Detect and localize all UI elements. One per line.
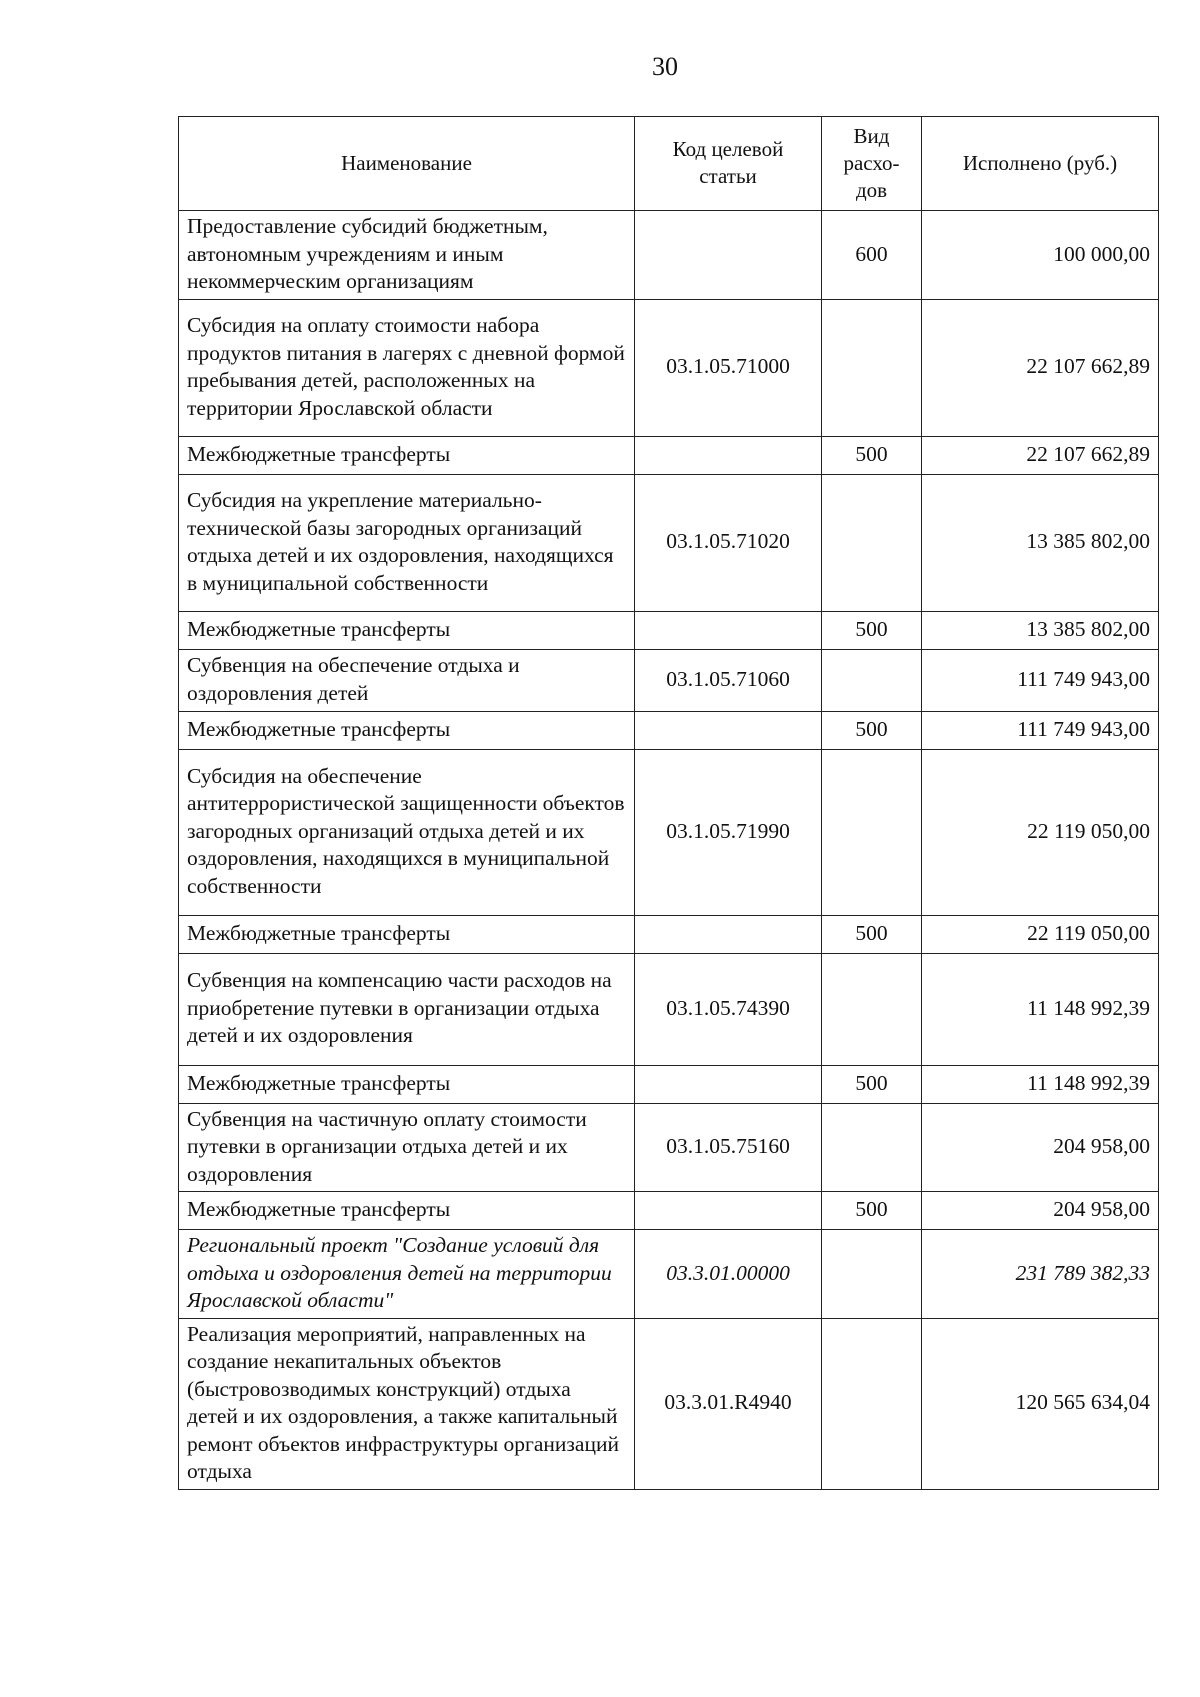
- row-type-cell: 500: [822, 915, 922, 953]
- row-type-cell: [822, 1103, 922, 1192]
- row-type-cell: 600: [822, 211, 922, 300]
- row-type-cell: [822, 1230, 922, 1319]
- row-type-cell: [822, 474, 922, 611]
- row-amount-cell: 11 148 992,39: [922, 953, 1159, 1065]
- row-name-cell: Предоставление субсидий бюджетным, автономным учреждениям и иным некоммерческим организациям: [179, 211, 635, 300]
- row-code-cell: 03.1.05.71020: [635, 474, 822, 611]
- row-code-cell: [635, 611, 822, 649]
- row-amount-cell: 11 148 992,39: [922, 1065, 1159, 1103]
- table-row: [179, 299, 1159, 436]
- row-code-cell: [635, 1065, 822, 1103]
- row-type-cell: [822, 299, 922, 436]
- table-row: [179, 1192, 1159, 1230]
- table-row: [179, 436, 1159, 474]
- table-header-row: [179, 117, 1159, 211]
- row-name-cell: Межбюджетные трансферты: [179, 711, 635, 749]
- row-amount-cell: 120 565 634,04: [922, 1318, 1159, 1489]
- row-amount-cell: 111 749 943,00: [922, 711, 1159, 749]
- row-name-cell: Субвенция на обеспечение отдыха и оздоровления детей: [179, 649, 635, 711]
- table-row: [179, 1230, 1159, 1319]
- table-row: [179, 953, 1159, 1065]
- row-code-cell: [635, 915, 822, 953]
- row-code-cell: 03.1.05.71000: [635, 299, 822, 436]
- row-code-cell: 03.1.05.74390: [635, 953, 822, 1065]
- header-name: Наименование: [179, 117, 635, 211]
- table-row: [179, 649, 1159, 711]
- row-code-cell: [635, 436, 822, 474]
- row-amount-cell: 100 000,00: [922, 211, 1159, 300]
- table-row: [179, 1103, 1159, 1192]
- row-type-cell: 500: [822, 1065, 922, 1103]
- row-amount-cell: 22 119 050,00: [922, 749, 1159, 915]
- row-name-cell: Межбюджетные трансферты: [179, 436, 635, 474]
- row-type-cell: 500: [822, 1192, 922, 1230]
- table-row: [179, 1065, 1159, 1103]
- row-name-cell: Межбюджетные трансферты: [179, 915, 635, 953]
- table-row: [179, 211, 1159, 300]
- header-type: Вид расхо-дов: [822, 117, 922, 211]
- row-amount-cell: 13 385 802,00: [922, 474, 1159, 611]
- budget-table: [178, 116, 1159, 1490]
- row-code-cell: 03.1.05.71060: [635, 649, 822, 711]
- header-code: Код целевой статьи: [635, 117, 822, 211]
- row-type-cell: 500: [822, 436, 922, 474]
- row-name-cell: Субвенция на частичную оплату стоимости путевки в организации отдыха детей и их оздоровления: [179, 1103, 635, 1192]
- header-amount: Исполнено (руб.): [922, 117, 1159, 211]
- row-type-cell: [822, 649, 922, 711]
- row-type-cell: [822, 953, 922, 1065]
- row-name-cell: Региональный проект "Создание условий для отдыха и оздоровления детей на территории Ярославской области": [179, 1230, 635, 1319]
- row-name-cell: Межбюджетные трансферты: [179, 1192, 635, 1230]
- row-name-cell: Субсидия на обеспечение антитеррористической защищенности объектов загородных организаций отдыха детей и их оздоровления, находящихся в муниципальной собственности: [179, 749, 635, 915]
- row-code-cell: 03.1.05.75160: [635, 1103, 822, 1192]
- row-amount-cell: 22 107 662,89: [922, 436, 1159, 474]
- row-amount-cell: 111 749 943,00: [922, 649, 1159, 711]
- row-name-cell: Субсидия на оплату стоимости набора продуктов питания в лагерях с дневной формой пребывания детей, расположенных на территории Ярославской области: [179, 299, 635, 436]
- row-code-cell: 03.3.01.00000: [635, 1230, 822, 1319]
- row-type-cell: [822, 1318, 922, 1489]
- table-row: [179, 749, 1159, 915]
- row-code-cell: [635, 711, 822, 749]
- row-amount-cell: 22 119 050,00: [922, 915, 1159, 953]
- row-name-cell: Межбюджетные трансферты: [179, 1065, 635, 1103]
- row-code-cell: 03.1.05.71990: [635, 749, 822, 915]
- row-name-cell: Межбюджетные трансферты: [179, 611, 635, 649]
- row-code-cell: [635, 211, 822, 300]
- row-amount-cell: 204 958,00: [922, 1192, 1159, 1230]
- row-amount-cell: 13 385 802,00: [922, 611, 1159, 649]
- row-amount-cell: 204 958,00: [922, 1103, 1159, 1192]
- row-type-cell: [822, 749, 922, 915]
- row-name-cell: Субсидия на укрепление материально-технической базы загородных организаций отдыха детей и их оздоровления, находящихся в муниципальной собственности: [179, 474, 635, 611]
- row-amount-cell: 22 107 662,89: [922, 299, 1159, 436]
- row-amount-cell: 231 789 382,33: [922, 1230, 1159, 1319]
- row-type-cell: 500: [822, 611, 922, 649]
- row-code-cell: 03.3.01.R4940: [635, 1318, 822, 1489]
- row-name-cell: Субвенция на компенсацию части расходов на приобретение путевки в организации отдыха детей и их оздоровления: [179, 953, 635, 1065]
- page-number: 30: [652, 52, 678, 81]
- row-code-cell: [635, 1192, 822, 1230]
- table-row: [179, 711, 1159, 749]
- row-name-cell: Реализация мероприятий, направленных на создание некапитальных объектов (быстровозводимых конструкций) отдыха детей и их оздоровления, а также капитальный ремонт объектов инфраструктуры организаций отдыха: [179, 1318, 635, 1489]
- table-row: [179, 1318, 1159, 1489]
- table-row: [179, 474, 1159, 611]
- table-row: [179, 611, 1159, 649]
- row-type-cell: 500: [822, 711, 922, 749]
- table-body: [179, 211, 1159, 1490]
- table-row: [179, 915, 1159, 953]
